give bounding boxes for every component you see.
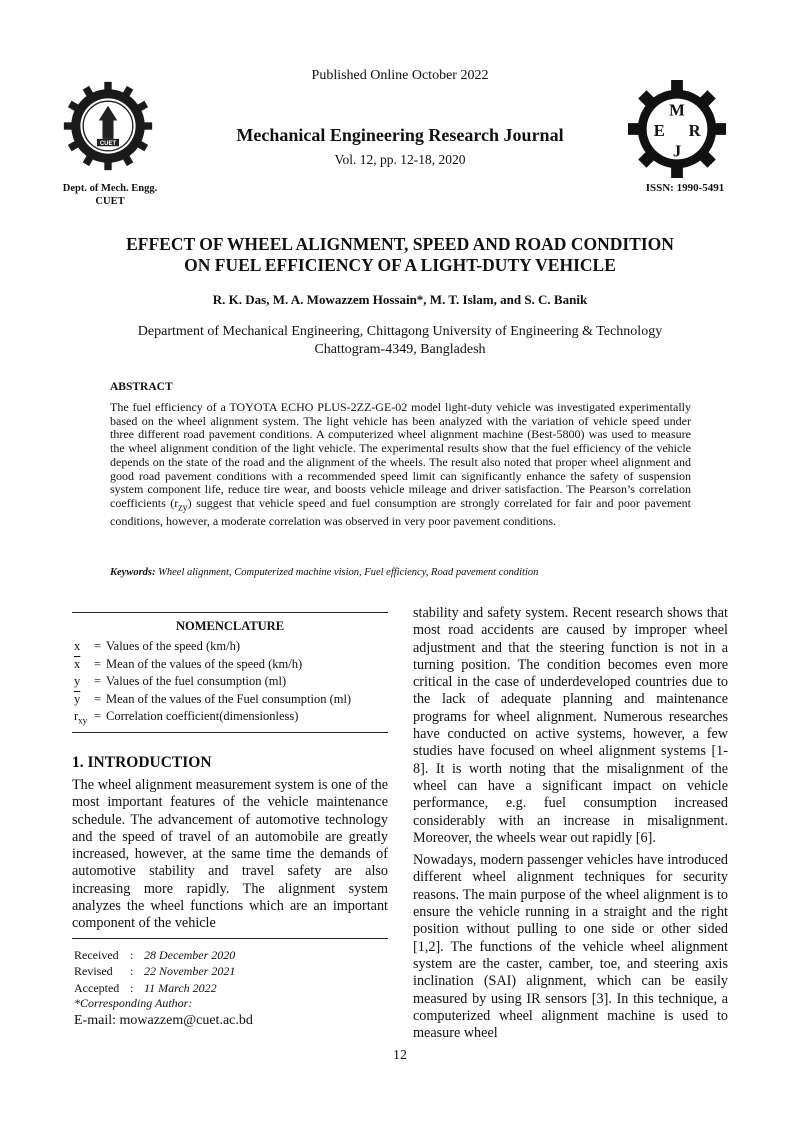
- published-date: Published Online October 2022: [311, 68, 489, 83]
- svg-text:J: J: [672, 141, 682, 161]
- nomenclature-top-rule: [72, 612, 388, 613]
- nomenclature-heading: NOMENCLATURE: [175, 619, 285, 633]
- nomenclature-item: $r_{xy}$ = Correlation coefficient(dimensionless): [74, 708, 299, 725]
- received-date: Received : 28 December 2020: [74, 947, 236, 962]
- journal-volume: Vol. 12, pp. 12-18, 2020: [334, 152, 466, 167]
- corresponding-author-label: *Corresponding Author:: [74, 996, 193, 1010]
- paper-title: EFFECT OF WHEEL ALIGNMENT, SPEED AND ROAD CONDITION ON FUEL EFFICIENCY OF A LIGHT-DUTY VEHICLE: [126, 234, 674, 275]
- nomenclature-item: $\overline{y}$ = Mean of the values of the Fuel consumption (ml): [74, 691, 352, 706]
- introduction-text: The wheel alignment measurement system is one of the most important features of the vehicle maintenance schedule. The advancement of automotive technology and the speed of travel of an automobile are greatly increased, however, at the same time the demands of automotive stability and travel safety are also increasing more rapidly. The alignment system analyzes the wheel functions which are an important component of the vehicle: [72, 777, 388, 932]
- abstract-heading: ABSTRACT: [110, 381, 173, 393]
- svg-text:M: M: [669, 100, 685, 120]
- merj-logo: [628, 80, 726, 178]
- nomenclature-item: x = Values of the speed (km/h): [74, 639, 240, 654]
- authors: R. K. Das, M. A. Mowazzem Hossain*, M. T. Islam, and S. C. Banik: [212, 292, 588, 307]
- department-label: Dept. of Mech. Engg. CUET: [62, 183, 158, 207]
- keywords: Keywords: Wheel alignment, Computerized machine vision, Fuel efficiency, Road pavement condition: [110, 567, 539, 578]
- svg-text:E: E: [653, 120, 665, 140]
- abstract-text: The fuel efficiency of a TOYOTA ECHO PLUS-2ZZ-GE-02 model light-duty vehicle was investigated experimentally based on the wheel alignment system. The light vehicle has been analyzed with the variation of vehicle speed under three different road pavement conditions. A computerized wheel alignment machine (Best-5800) was used to measure the wheel alignment condition of the light vehicle. The experimental results show that the fuel efficiency of the vehicle depends on the state of the road and the alignment of the wheels. The result also noted that proper wheel alignment and good road pavement conditions with a recommended speed limit can significantly enhance the safety of suspension system component life, reduce tire wear, and boosts vehicle mileage and driver satisfaction. The Pearson’s correlation coefficients $(r_{zy})$ suggest that vehicle speed and fuel consumption are strongly correlated for fair and poor pavement conditions, however, a moderate correlation was observed in very poor pavement conditions.: [110, 400, 691, 529]
- right-column-text: stability and safety system. Recent research shows that most road accidents are caused by improper wheel adjustment and that the steering function is not in a turning position. The condition becomes even more critical in the case of underdeveloped countries due to the lack of adequate planning and maintenance programs for wheel alignment. Numerous researches have conducted on active systems, however, a few studies have focused on wheel alignment systems [1-8]. It is worth noting that the misalignment of the wheel can have a significant impact on vehicle performance, e.g. fuel consumption increased considerably with an increase in misalignment. Moreover, the wheels wear out rapidly [6]. Nowadays, modern passenger vehicles have introduced different wheel alignment techniques for security reasons. The main purpose of the wheel alignment is to ensure the vehicle running in a straight and the right position without pulling to one side or other sided [1,2]. The functions of the vehicle wheel alignment system are the caster, camber, toe, and steering axis inclination (SAI) alignment, which can be easily measured by using IR sensors [3]. In this technique, a computerized wheel alignment machine is used to measure wheel: [413, 605, 728, 1042]
- journal-title: Mechanical Engineering Research Journal: [236, 125, 564, 145]
- footnote-rule: [72, 938, 388, 939]
- nomenclature-item: $\overline{x}$ = Mean of the values of the speed (km/h): [74, 656, 303, 671]
- revised-date: Revised : 22 November 2021: [74, 964, 236, 979]
- page-number: 12: [393, 1048, 407, 1063]
- nomenclature-item: y = Values of the fuel consumption (ml): [74, 674, 287, 689]
- nomenclature-bottom-rule: [72, 732, 388, 733]
- issn: ISSN: 1990-5491: [645, 182, 725, 194]
- introduction-heading: 1. INTRODUCTION: [72, 754, 212, 771]
- article-dates: [74, 947, 235, 997]
- nomenclature-list: [74, 638, 390, 726]
- corresponding-email: E-mail: mowazzem@cuet.ac.bd: [74, 1013, 253, 1028]
- cuet-logo: [62, 80, 154, 172]
- svg-text:CUET: CUET: [99, 140, 117, 147]
- accepted-date: Accepted : 11 March 2022: [74, 980, 217, 995]
- svg-text:R: R: [688, 120, 701, 140]
- affiliation: Department of Mechanical Engineering, Chittagong University of Engineering & Technology Chattogram-4349, Bangladesh: [137, 324, 663, 357]
